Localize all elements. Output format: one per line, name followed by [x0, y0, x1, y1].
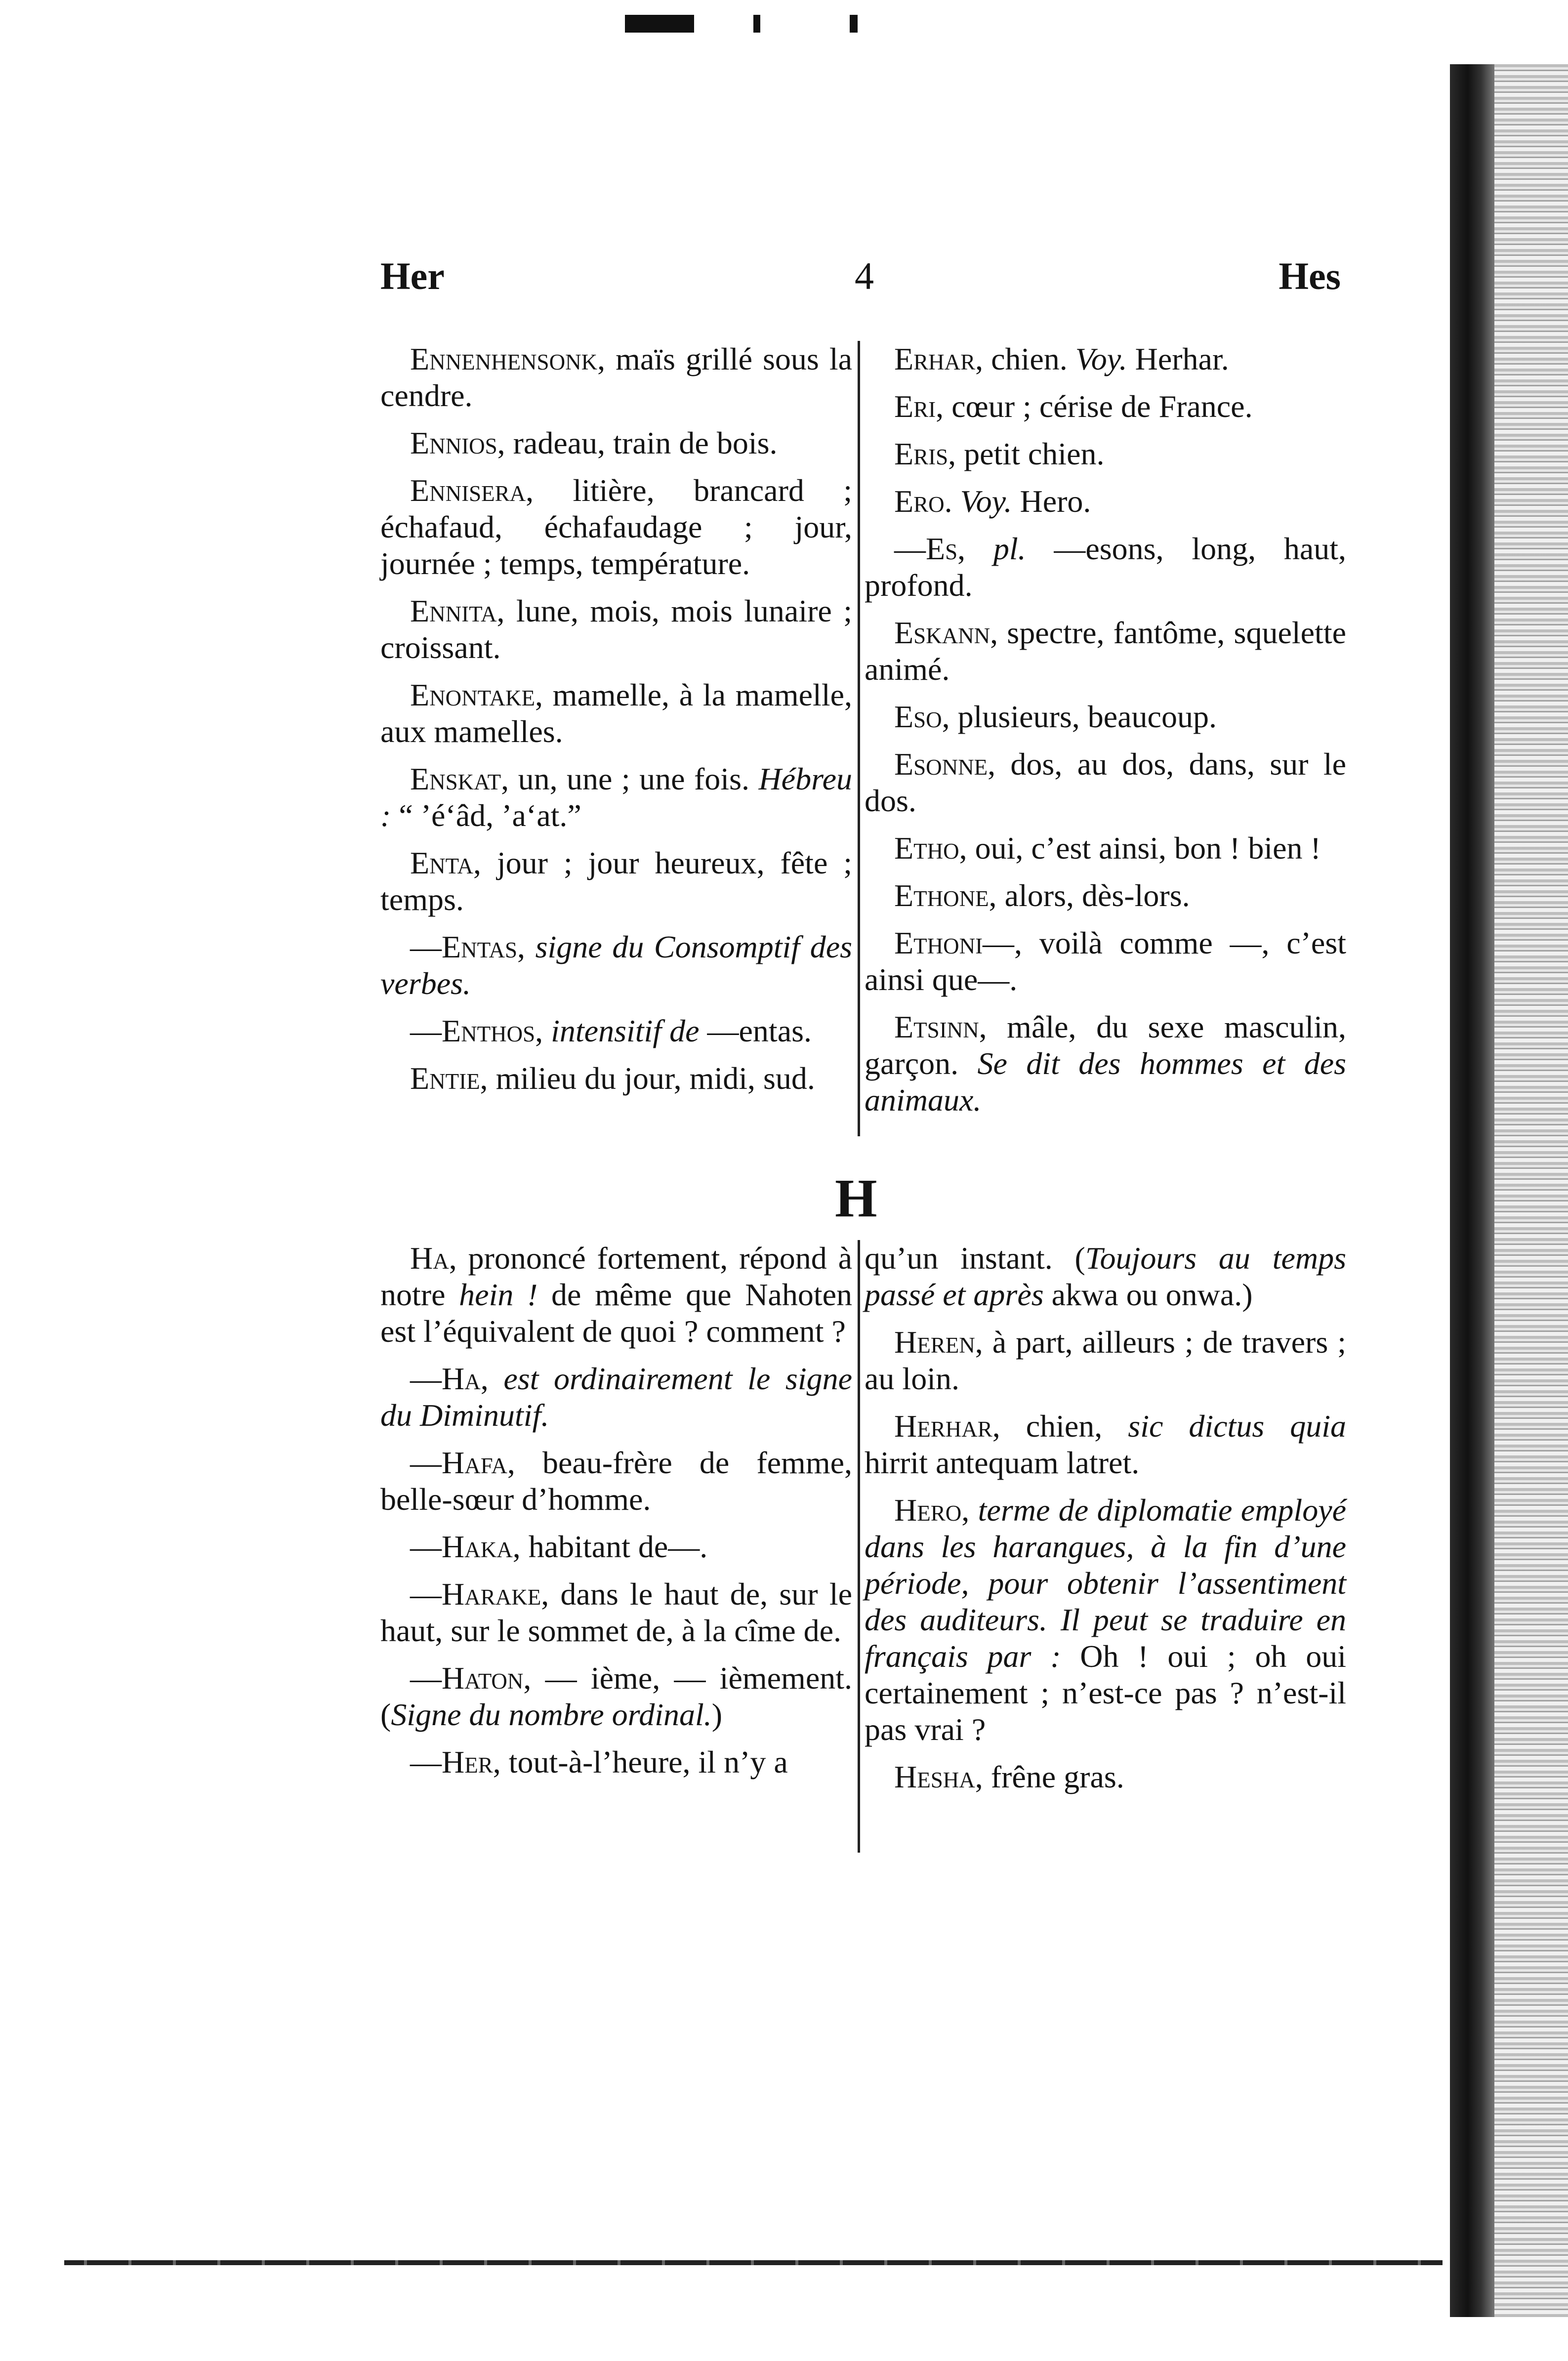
- headword: Ha,: [410, 1241, 457, 1276]
- entry-text: — ième, — ièmement. (: [380, 1660, 852, 1732]
- dictionary-entry: [380, 341, 852, 414]
- dictionary-entry: [380, 1060, 852, 1097]
- headword: Herhar,: [894, 1408, 1000, 1444]
- entry-text: dos, au dos, dans, sur le dos.: [865, 746, 1346, 818]
- entry-text: à part, ailleurs ; de travers ; au loin.: [865, 1325, 1346, 1396]
- headword: Hafa,: [442, 1445, 515, 1480]
- italic-gloss: sic dictus quia: [1128, 1408, 1347, 1444]
- dictionary-entry: [380, 845, 852, 918]
- entry-text: “ ’é‘âd, ’a‘at.”: [391, 798, 581, 833]
- entry-text: Hero.: [1012, 484, 1091, 519]
- dictionary-entry: [380, 1529, 852, 1565]
- headword: Esonne,: [894, 746, 996, 782]
- scan-mark: [753, 15, 760, 33]
- entry-text: un, une ; une fois.: [509, 761, 759, 796]
- entry-text: hirrit antequam latret.: [865, 1445, 1140, 1480]
- scan-edge-noise: [1494, 64, 1568, 2317]
- italic-gloss: Voy.: [1075, 341, 1127, 376]
- running-head-left: Her: [380, 254, 445, 297]
- entry-text: —: [894, 531, 926, 566]
- dictionary-entry: [865, 483, 1346, 520]
- section-letter: H: [835, 1168, 877, 1228]
- headword: Enthos,: [442, 1013, 543, 1048]
- entry-text: petit chien.: [956, 436, 1105, 471]
- running-head-right: Hes: [1279, 254, 1341, 297]
- column-right-bottom: [865, 1240, 1346, 1806]
- entry-text: jour ; jour heureux, fête ; temps.: [380, 845, 852, 917]
- entry-text: —: [410, 1361, 442, 1396]
- dictionary-entry: [865, 436, 1346, 472]
- italic-gloss: Voy.: [960, 484, 1012, 519]
- dictionary-entry: [380, 1240, 852, 1350]
- scan-mark: [850, 15, 858, 33]
- headword: Etho,: [894, 830, 967, 866]
- italic-gloss: Signe du nombre ordinal.: [391, 1697, 712, 1732]
- entry-text: milieu du jour, midi, sud.: [488, 1061, 815, 1096]
- dictionary-entry: [865, 1492, 1346, 1748]
- entry-text: litière, brancard ; échafaud, échafaudage ; jour, journée ; temps, température.: [380, 473, 852, 581]
- entry-text: ): [711, 1697, 723, 1732]
- dictionary-entry: [865, 877, 1346, 914]
- dictionary-entry: [380, 1013, 852, 1049]
- headword: Enta,: [410, 845, 481, 880]
- entry-text: alors, dès-lors.: [996, 878, 1190, 913]
- headword: Ero.: [894, 484, 952, 519]
- headword: Erhar,: [894, 341, 984, 376]
- entry-text: frêne gras.: [983, 1759, 1124, 1794]
- headword: Enontake,: [410, 677, 543, 712]
- entry-text: [965, 531, 993, 566]
- entry-text: mamelle, à la mamelle, aux mamelles.: [380, 677, 852, 749]
- headword: Hero,: [894, 1492, 970, 1528]
- entry-text: —: [410, 1576, 442, 1612]
- headword: Ennita,: [410, 593, 505, 628]
- dictionary-entry: [865, 531, 1346, 604]
- column-left-top: [380, 341, 852, 1108]
- headword: Her,: [442, 1744, 501, 1780]
- entry-text: radeau, train de bois.: [505, 425, 778, 460]
- dictionary-entry: [380, 677, 852, 750]
- entry-text: —: [410, 1744, 442, 1780]
- italic-gloss: signe du Consomptif des verbes.: [380, 929, 852, 1001]
- dictionary-entry: [380, 1744, 852, 1781]
- italic-gloss: Hébreu :: [380, 761, 852, 833]
- headword: Ethone,: [894, 878, 997, 913]
- entry-text: tout-à-l’heure, il n’y a: [500, 1744, 788, 1780]
- italic-gloss: Toujours au temps passé et après: [865, 1241, 1346, 1312]
- headword: Ha,: [442, 1361, 489, 1396]
- entry-text: Oh ! oui ; oh oui certainement ; n’est-ce pas ? n’est-il pas vrai ?: [865, 1639, 1346, 1747]
- scan-bottom-rule: [64, 2260, 1443, 2265]
- headword: Eri,: [894, 389, 944, 424]
- entry-text: dans le haut de, sur le haut, sur le sommet de, à la cîme de.: [380, 1576, 852, 1648]
- dictionary-entry: [865, 746, 1346, 819]
- entry-text: chien,: [1000, 1408, 1128, 1444]
- italic-gloss: hein !: [459, 1277, 538, 1312]
- entry-text: plusieurs, beaucoup.: [949, 699, 1217, 734]
- dictionary-entry: [865, 1009, 1346, 1118]
- headword: Eris,: [894, 436, 956, 471]
- entry-text: —: [410, 1445, 442, 1480]
- dictionary-entry: [380, 472, 852, 582]
- dictionary-entry: [865, 1324, 1346, 1397]
- entry-text: maïs grillé sous la cendre.: [380, 341, 852, 413]
- entry-text: chien.: [983, 341, 1075, 376]
- entry-text: prononcé fortement, répond à notre: [380, 1241, 852, 1312]
- dictionary-entry: [865, 830, 1346, 867]
- dictionary-entry: [865, 1408, 1346, 1481]
- headword: Eso,: [894, 699, 950, 734]
- entry-text: oui, c’est ainsi, bon ! bien !: [967, 830, 1321, 866]
- entry-text: —: [410, 1013, 442, 1048]
- headword: Entas,: [442, 929, 525, 964]
- italic-gloss: est ordinairement le signe du Diminutif.: [380, 1361, 853, 1433]
- entry-text: beau-frère de femme, belle-sœur d’homme.: [380, 1445, 852, 1517]
- column-divider: [858, 341, 860, 1136]
- dictionary-entry: [865, 388, 1346, 425]
- page-number: 4: [855, 254, 874, 297]
- italic-gloss: pl.: [993, 531, 1026, 566]
- scan-edge-shadow: [1450, 64, 1494, 2317]
- column-divider: [858, 1240, 860, 1853]
- dictionary-entry: [380, 1576, 852, 1649]
- headword: Enskat,: [410, 761, 509, 796]
- entry-text: [525, 929, 536, 964]
- headword: Entie,: [410, 1061, 488, 1096]
- dictionary-entry: [380, 593, 852, 666]
- entry-text: —esons, long, haut, profond.: [865, 531, 1347, 603]
- entry-text: [543, 1013, 551, 1048]
- dictionary-entry: [865, 925, 1346, 998]
- entry-text: lune, mois, mois lunaire ; croissant.: [380, 593, 852, 665]
- headword: Heren,: [894, 1325, 983, 1360]
- entry-text: cœur ; cérise de France.: [944, 389, 1253, 424]
- dictionary-entry: [380, 761, 852, 834]
- entry-text: —: [410, 1660, 442, 1696]
- entry-text: mâle, du sexe masculin, garçon.: [865, 1009, 1346, 1081]
- dictionary-entry: [865, 1759, 1346, 1795]
- headword: Etsinn,: [894, 1009, 987, 1044]
- headword: Ethoni—,: [894, 925, 1023, 960]
- entry-text: habitant de—.: [520, 1529, 708, 1564]
- headword: Harake,: [442, 1576, 549, 1612]
- entry-text: voilà comme —, c’est ainsi que—.: [865, 925, 1346, 997]
- dictionary-entry: [380, 1445, 852, 1518]
- column-left-bottom: [380, 1240, 852, 1791]
- headword: Haka,: [442, 1529, 521, 1564]
- entry-text: qu’un instant. (: [865, 1241, 1085, 1276]
- entry-text: spectre, fantôme, squelette animé.: [865, 615, 1346, 687]
- headword: Ennenhensonk,: [410, 341, 606, 376]
- entry-text: [952, 484, 960, 519]
- entry-text: —: [410, 929, 442, 964]
- entry-text: akwa ou onwa.): [1043, 1277, 1253, 1312]
- italic-gloss: Se dit des hommes et des animaux.: [865, 1046, 1346, 1118]
- entry-text: —: [410, 1529, 442, 1564]
- headword: Es,: [926, 531, 966, 566]
- dictionary-entry: [380, 425, 852, 461]
- headword: Hesha,: [894, 1759, 983, 1794]
- dictionary-entry: [380, 1660, 852, 1733]
- entry-text: [489, 1361, 504, 1396]
- scan-mark: [625, 15, 694, 33]
- entry-text: [969, 1492, 978, 1528]
- headword: Eskann,: [894, 615, 998, 650]
- dictionary-entry: [865, 341, 1346, 377]
- dictionary-entry: [380, 929, 852, 1002]
- entry-text: Herhar.: [1127, 341, 1229, 376]
- dictionary-entry: [380, 1361, 852, 1434]
- dictionary-entry: [865, 1240, 1346, 1313]
- entry-text: de même que Nahoten est l’équivalent de quoi ? comment ?: [380, 1277, 853, 1349]
- dictionary-entry: [865, 699, 1346, 735]
- dictionary-entry: [865, 615, 1346, 688]
- headword: Ennisera,: [410, 473, 534, 508]
- headword: Haton,: [442, 1660, 532, 1696]
- headword: Ennios,: [410, 425, 505, 460]
- italic-gloss: terme de diplomatie employé dans les harangues, à la fin d’une période, pour obtenir l’assentiment des auditeurs. Il peut se traduire en français par :: [865, 1492, 1346, 1674]
- entry-text: —entas.: [699, 1013, 812, 1048]
- italic-gloss: intensitif de: [551, 1013, 700, 1048]
- column-right-top: [865, 341, 1346, 1129]
